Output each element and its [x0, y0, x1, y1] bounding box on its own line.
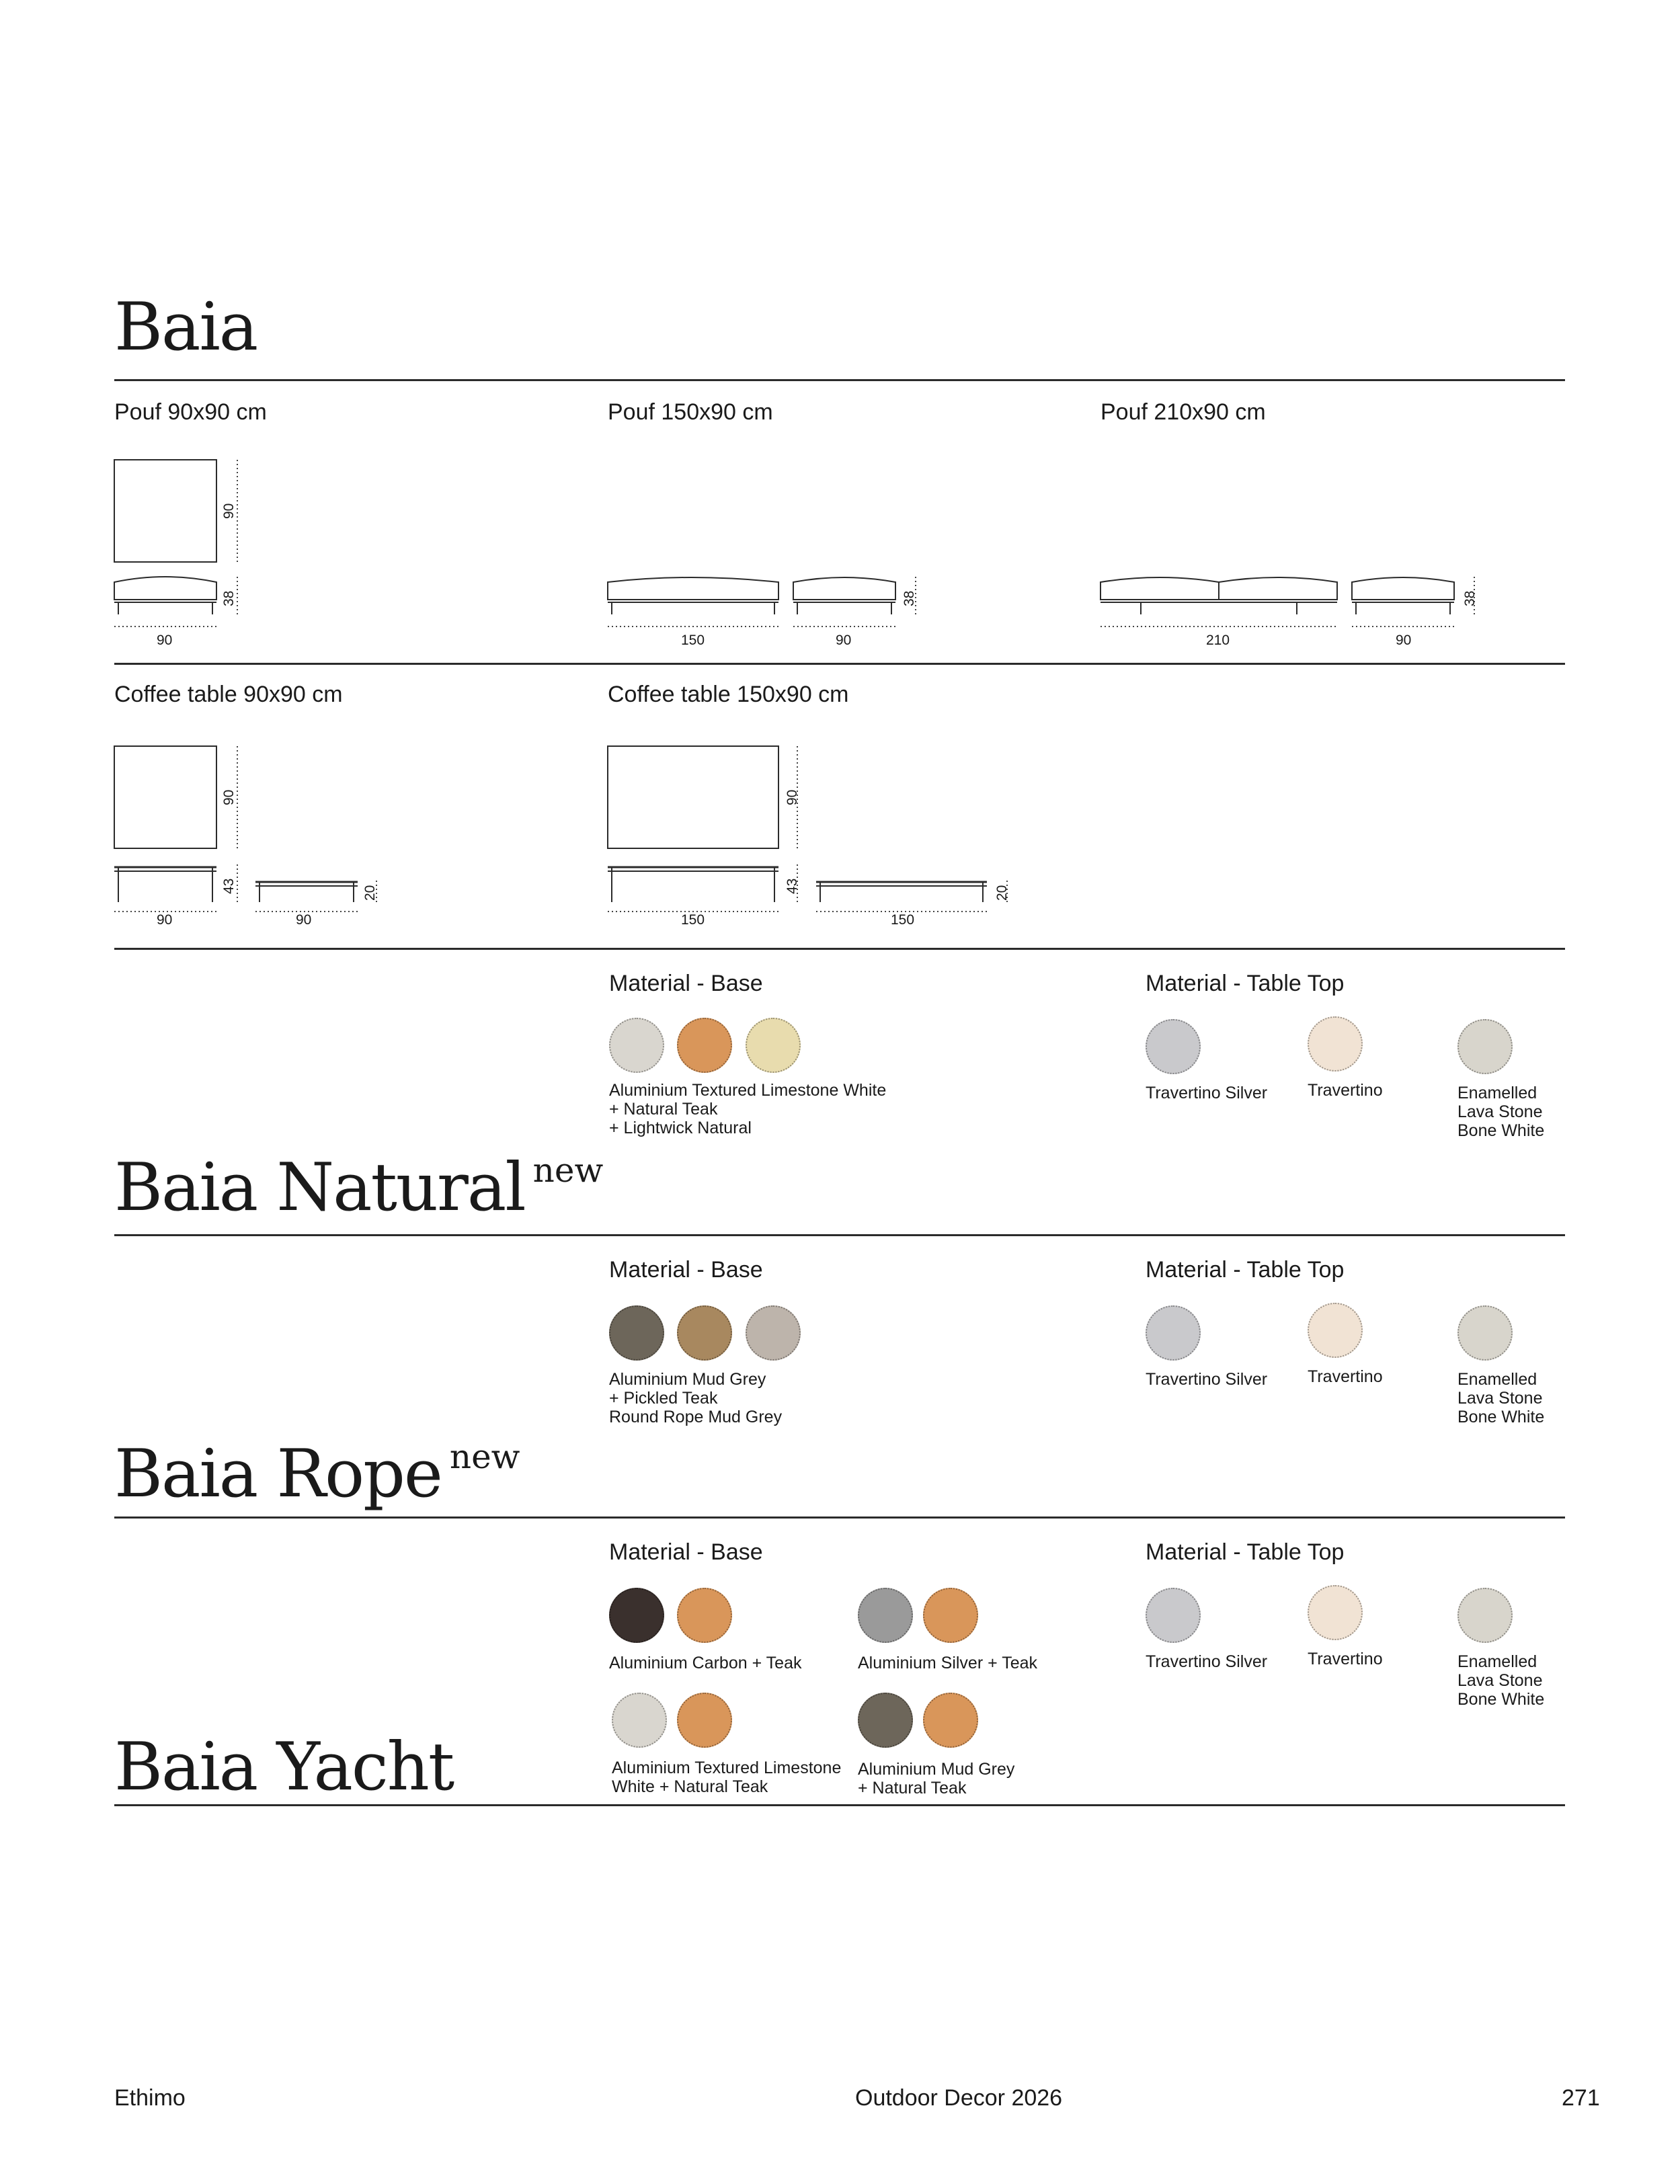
- coffee-150-side-dim: 150: [891, 912, 915, 928]
- yacht-combo-1-line: Aluminium Carbon + Teak: [609, 1654, 802, 1672]
- coffee-90-depth-dim: 90: [221, 789, 237, 805]
- natural-top-swatch-2: [1308, 1016, 1363, 1071]
- yacht-combo-4-swatch-b: [923, 1693, 978, 1748]
- coffee-150-label: Coffee table 150x90 cm: [608, 682, 849, 707]
- rope-base-line-1: Aluminium Mud Grey: [609, 1370, 766, 1389]
- yacht-combo-1-label: [609, 1654, 802, 1672]
- new-badge-natural: new: [532, 1151, 604, 1190]
- rope-top-label-1: [1146, 1370, 1267, 1389]
- coffee-90-label: Coffee table 90x90 cm: [114, 682, 343, 707]
- yacht-top-label-1: [1146, 1652, 1267, 1671]
- section-title-natural: [114, 1149, 604, 1226]
- pouf-90-depth-dim: 90: [221, 503, 237, 519]
- coffee-150-height-dim: 43: [785, 878, 800, 894]
- natural-top-label-1: [1146, 1084, 1267, 1102]
- yacht-top-swatch-3: [1457, 1588, 1513, 1643]
- section-rule-rope: [114, 1516, 1565, 1519]
- natural-base-heading: Material - Base: [609, 971, 763, 996]
- natural-top-swatch-3: [1457, 1019, 1513, 1074]
- natural-base-swatch-2: [677, 1018, 732, 1073]
- coffee-90-drawing: [108, 737, 390, 928]
- pouf-90-label: Pouf 90x90 cm: [114, 399, 267, 425]
- pouf-90-width-dim: 90: [157, 633, 173, 648]
- section-rule-top: [114, 948, 1565, 950]
- yacht-combo-3-swatch-b: [677, 1693, 732, 1748]
- coffee-150-low-height-dim: 20: [994, 885, 1010, 901]
- pouf-210-side-dim: 90: [1396, 633, 1412, 648]
- page-number: 271: [1562, 2085, 1600, 2111]
- rope-top-swatch-1: [1146, 1305, 1201, 1361]
- yacht-top-heading: Material - Table Top: [1146, 1539, 1345, 1565]
- yacht-top-label-3: [1457, 1652, 1544, 1709]
- yacht-combo-1-swatch-b: [677, 1588, 732, 1643]
- footer-publication: Outdoor Decor 2026: [855, 2085, 1063, 2111]
- yacht-combo-3-line-2: White + Natural Teak: [612, 1777, 768, 1796]
- yacht-top-swatch-2: [1308, 1585, 1363, 1640]
- rope-top-label-3-line-3: Bone White: [1457, 1408, 1545, 1426]
- yacht-top-label-1-line: Travertino Silver: [1146, 1652, 1268, 1671]
- yacht-combo-3-swatch-a: [612, 1693, 667, 1748]
- section-rule-natural: [114, 1234, 1565, 1236]
- pouf-210-front-dim: 210: [1206, 633, 1230, 648]
- yacht-combo-4-line-1: Aluminium Mud Grey: [858, 1760, 1015, 1779]
- yacht-combo-1-swatch-a: [609, 1588, 664, 1643]
- natural-top-swatch-1: [1146, 1019, 1201, 1074]
- coffee-150-depth-dim: 90: [785, 789, 800, 805]
- natural-base-swatch-1: [609, 1018, 664, 1073]
- yacht-combo-2-swatch-b: [923, 1588, 978, 1643]
- natural-top-label-3-line-2: Lava Stone: [1457, 1102, 1543, 1121]
- pouf-210-label: Pouf 210x90 cm: [1101, 399, 1266, 425]
- natural-base-swatch-3: [746, 1018, 801, 1073]
- coffee-90-low-height-dim: 20: [362, 885, 378, 901]
- pouf-150-drawing: [601, 565, 924, 648]
- natural-base-line-3: + Lightwick Natural: [609, 1119, 752, 1137]
- rope-base-line-3: Round Rope Mud Grey: [609, 1408, 783, 1426]
- natural-base-text: [609, 1081, 886, 1137]
- pouf-210-drawing: [1094, 565, 1490, 648]
- title-rule: [114, 379, 1565, 381]
- yacht-combo-4-line-2: + Natural Teak: [858, 1779, 967, 1797]
- coffee-90-height-dim: 43: [221, 878, 237, 894]
- pouf-90-drawing: [108, 450, 262, 652]
- section-title-rope-text: Baia Rope: [114, 1436, 442, 1512]
- coffee-150-front-dim: 150: [681, 912, 705, 928]
- rope-top-label-2: [1308, 1367, 1383, 1386]
- rope-base-heading: Material - Base: [609, 1257, 763, 1283]
- pouf-210-height-dim: 38: [1462, 590, 1478, 606]
- natural-top-label-3: [1457, 1084, 1544, 1140]
- yacht-combo-3-label: [612, 1758, 841, 1796]
- yacht-top-label-3-line-2: Lava Stone: [1457, 1671, 1543, 1690]
- rope-top-label-2-line: Travertino: [1308, 1367, 1383, 1386]
- natural-top-heading: Material - Table Top: [1146, 971, 1345, 996]
- section-rule-yacht: [114, 1804, 1565, 1806]
- rope-base-swatch-1: [609, 1305, 664, 1361]
- coffee-150-drawing: [601, 737, 1018, 928]
- natural-base-line-1: Aluminium Textured Limestone White: [609, 1081, 887, 1100]
- yacht-base-heading: Material - Base: [609, 1539, 763, 1565]
- yacht-top-swatch-1: [1146, 1588, 1201, 1643]
- rope-top-label-3-line-1: Enamelled: [1457, 1370, 1537, 1389]
- yacht-combo-2-swatch-a: [858, 1588, 913, 1643]
- coffee-90-side-dim: 90: [296, 912, 312, 928]
- yacht-top-label-3-line-1: Enamelled: [1457, 1652, 1537, 1671]
- pouf-150-side-dim: 90: [836, 633, 852, 648]
- natural-top-label-2: [1308, 1081, 1383, 1100]
- rope-base-swatch-3: [746, 1305, 801, 1361]
- yacht-top-label-2-line: Travertino: [1308, 1650, 1383, 1668]
- rope-top-label-3-line-2: Lava Stone: [1457, 1389, 1543, 1408]
- pouf-150-label: Pouf 150x90 cm: [608, 399, 773, 425]
- coffee-90-front-dim: 90: [157, 912, 173, 928]
- rope-top-label-1-line: Travertino Silver: [1146, 1370, 1268, 1389]
- yacht-top-label-3-line-3: Bone White: [1457, 1690, 1545, 1709]
- natural-top-label-3-line-1: Enamelled: [1457, 1084, 1537, 1102]
- rope-top-heading: Material - Table Top: [1146, 1257, 1345, 1283]
- section-title-yacht-text: Baia Yacht: [114, 1729, 454, 1806]
- yacht-combo-4-swatch-a: [858, 1693, 913, 1748]
- natural-base-line-2: + Natural Teak: [609, 1100, 718, 1119]
- section-title-rope: [114, 1436, 520, 1512]
- yacht-combo-3-line-1: Aluminium Textured Limestone: [612, 1758, 842, 1777]
- section-title-natural-text: Baia Natural: [114, 1149, 525, 1226]
- rope-base-line-2: + Pickled Teak: [609, 1389, 718, 1408]
- pouf-150-height-dim: 38: [902, 590, 917, 606]
- yacht-combo-2-label: [858, 1654, 1037, 1672]
- natural-top-label-2-line: Travertino: [1308, 1081, 1383, 1100]
- natural-top-label-3-line-3: Bone White: [1457, 1121, 1545, 1140]
- page-title: Baia: [114, 289, 257, 366]
- pouf-150-front-dim: 150: [681, 633, 705, 648]
- new-badge-rope: new: [449, 1437, 520, 1476]
- pouf-90-height-dim: 38: [221, 590, 237, 606]
- yacht-top-label-2: [1308, 1650, 1383, 1668]
- section-title-yacht: [114, 1729, 454, 1806]
- rope-top-swatch-3: [1457, 1305, 1513, 1361]
- rope-base-text: [609, 1370, 782, 1426]
- rope-base-swatch-2: [677, 1305, 732, 1361]
- natural-top-label-1-line: Travertino Silver: [1146, 1084, 1268, 1102]
- footer-brand: Ethimo: [114, 2085, 186, 2111]
- rope-top-label-3: [1457, 1370, 1544, 1426]
- row-divider: [114, 663, 1565, 665]
- rope-top-swatch-2: [1308, 1303, 1363, 1358]
- yacht-combo-4-label: [858, 1760, 1014, 1797]
- yacht-combo-2-line: Aluminium Silver + Teak: [858, 1654, 1038, 1672]
